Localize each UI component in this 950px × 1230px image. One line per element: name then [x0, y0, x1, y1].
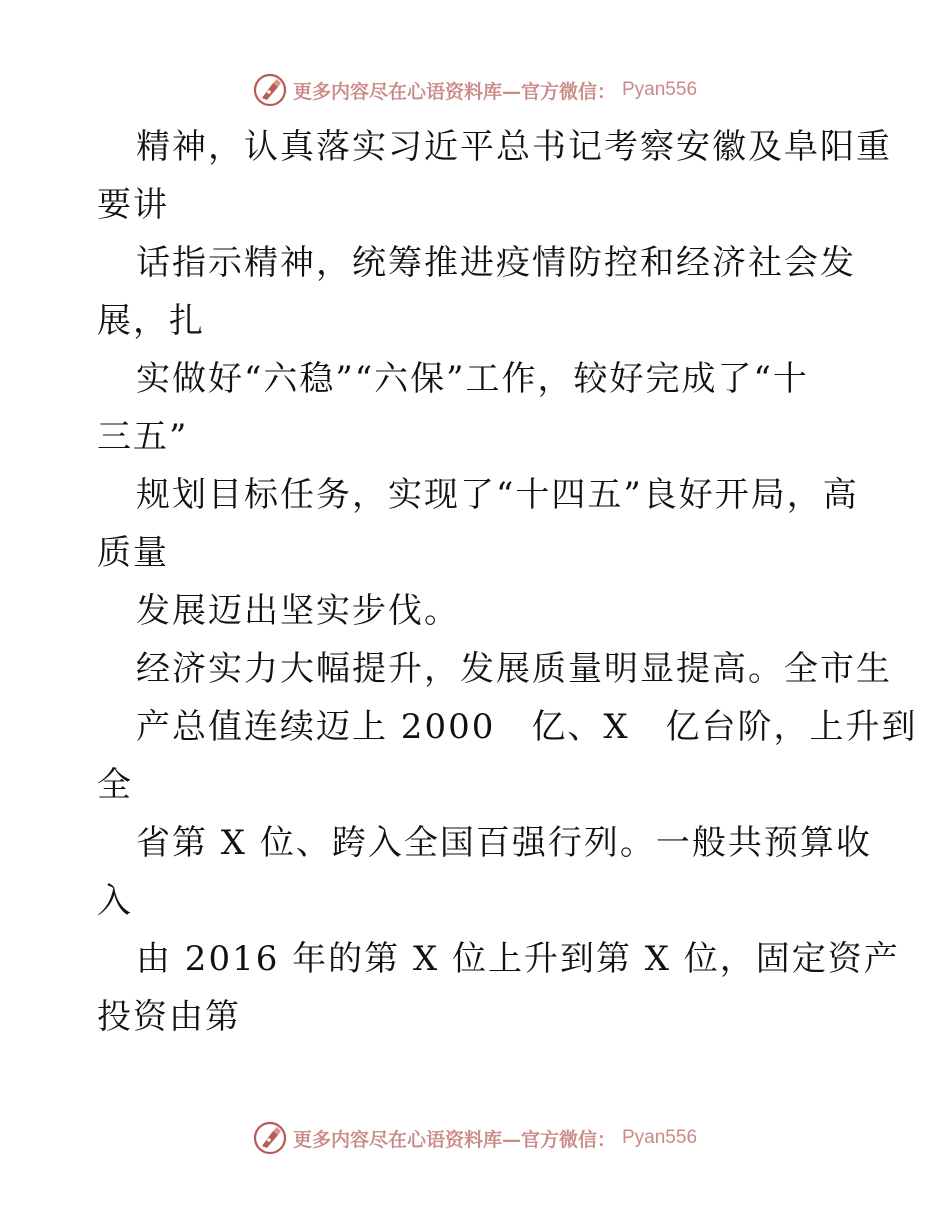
text-line: 全 — [97, 765, 133, 805]
text-line: 发展迈出坚实步伐。 — [136, 591, 460, 631]
text-line: 实做好“六稳”“六保”工作，较好完成了“十 — [136, 359, 809, 399]
pen-nib-logo-icon — [253, 73, 287, 107]
header-watermark — [0, 70, 950, 110]
text-line: 质量 — [97, 533, 169, 573]
text-line: 产总值连续迈上 2000 亿、X 亿台阶，上升到 — [136, 707, 918, 747]
pen-nib-logo-icon — [253, 1121, 287, 1155]
text-line: 规划目标任务，实现了“十四五”良好开局，高 — [136, 475, 859, 515]
document-body — [0, 118, 950, 1046]
watermark-wechat-id: Pyan556 — [622, 1127, 698, 1148]
text-line: 展，扎 — [97, 301, 205, 341]
footer-watermark — [0, 1118, 950, 1158]
text-line: 经济实力大幅提升，发展质量明显提高。全市生 — [136, 649, 892, 689]
watermark-wechat-id: Pyan556 — [622, 79, 698, 100]
watermark-text: 更多内容尽在心语资料库—官方微信： — [292, 1128, 616, 1151]
text-line: 投资由第 — [97, 997, 241, 1037]
text-line: 入 — [97, 881, 133, 921]
text-line: 省第 X 位、跨入全国百强行列。一般共预算收 — [136, 823, 872, 863]
text-line: 话指示精神，统筹推进疫情防控和经济社会发 — [136, 243, 856, 283]
text-line: 要讲 — [97, 185, 169, 225]
text-line: 三五” — [97, 417, 189, 457]
text-line: 精神，认真落实习近平总书记考察安徽及阜阳重 — [136, 127, 892, 167]
text-line: 由 2016 年的第 X 位上升到第 X 位，固定资产 — [136, 939, 900, 979]
watermark-text: 更多内容尽在心语资料库—官方微信： — [292, 80, 616, 103]
